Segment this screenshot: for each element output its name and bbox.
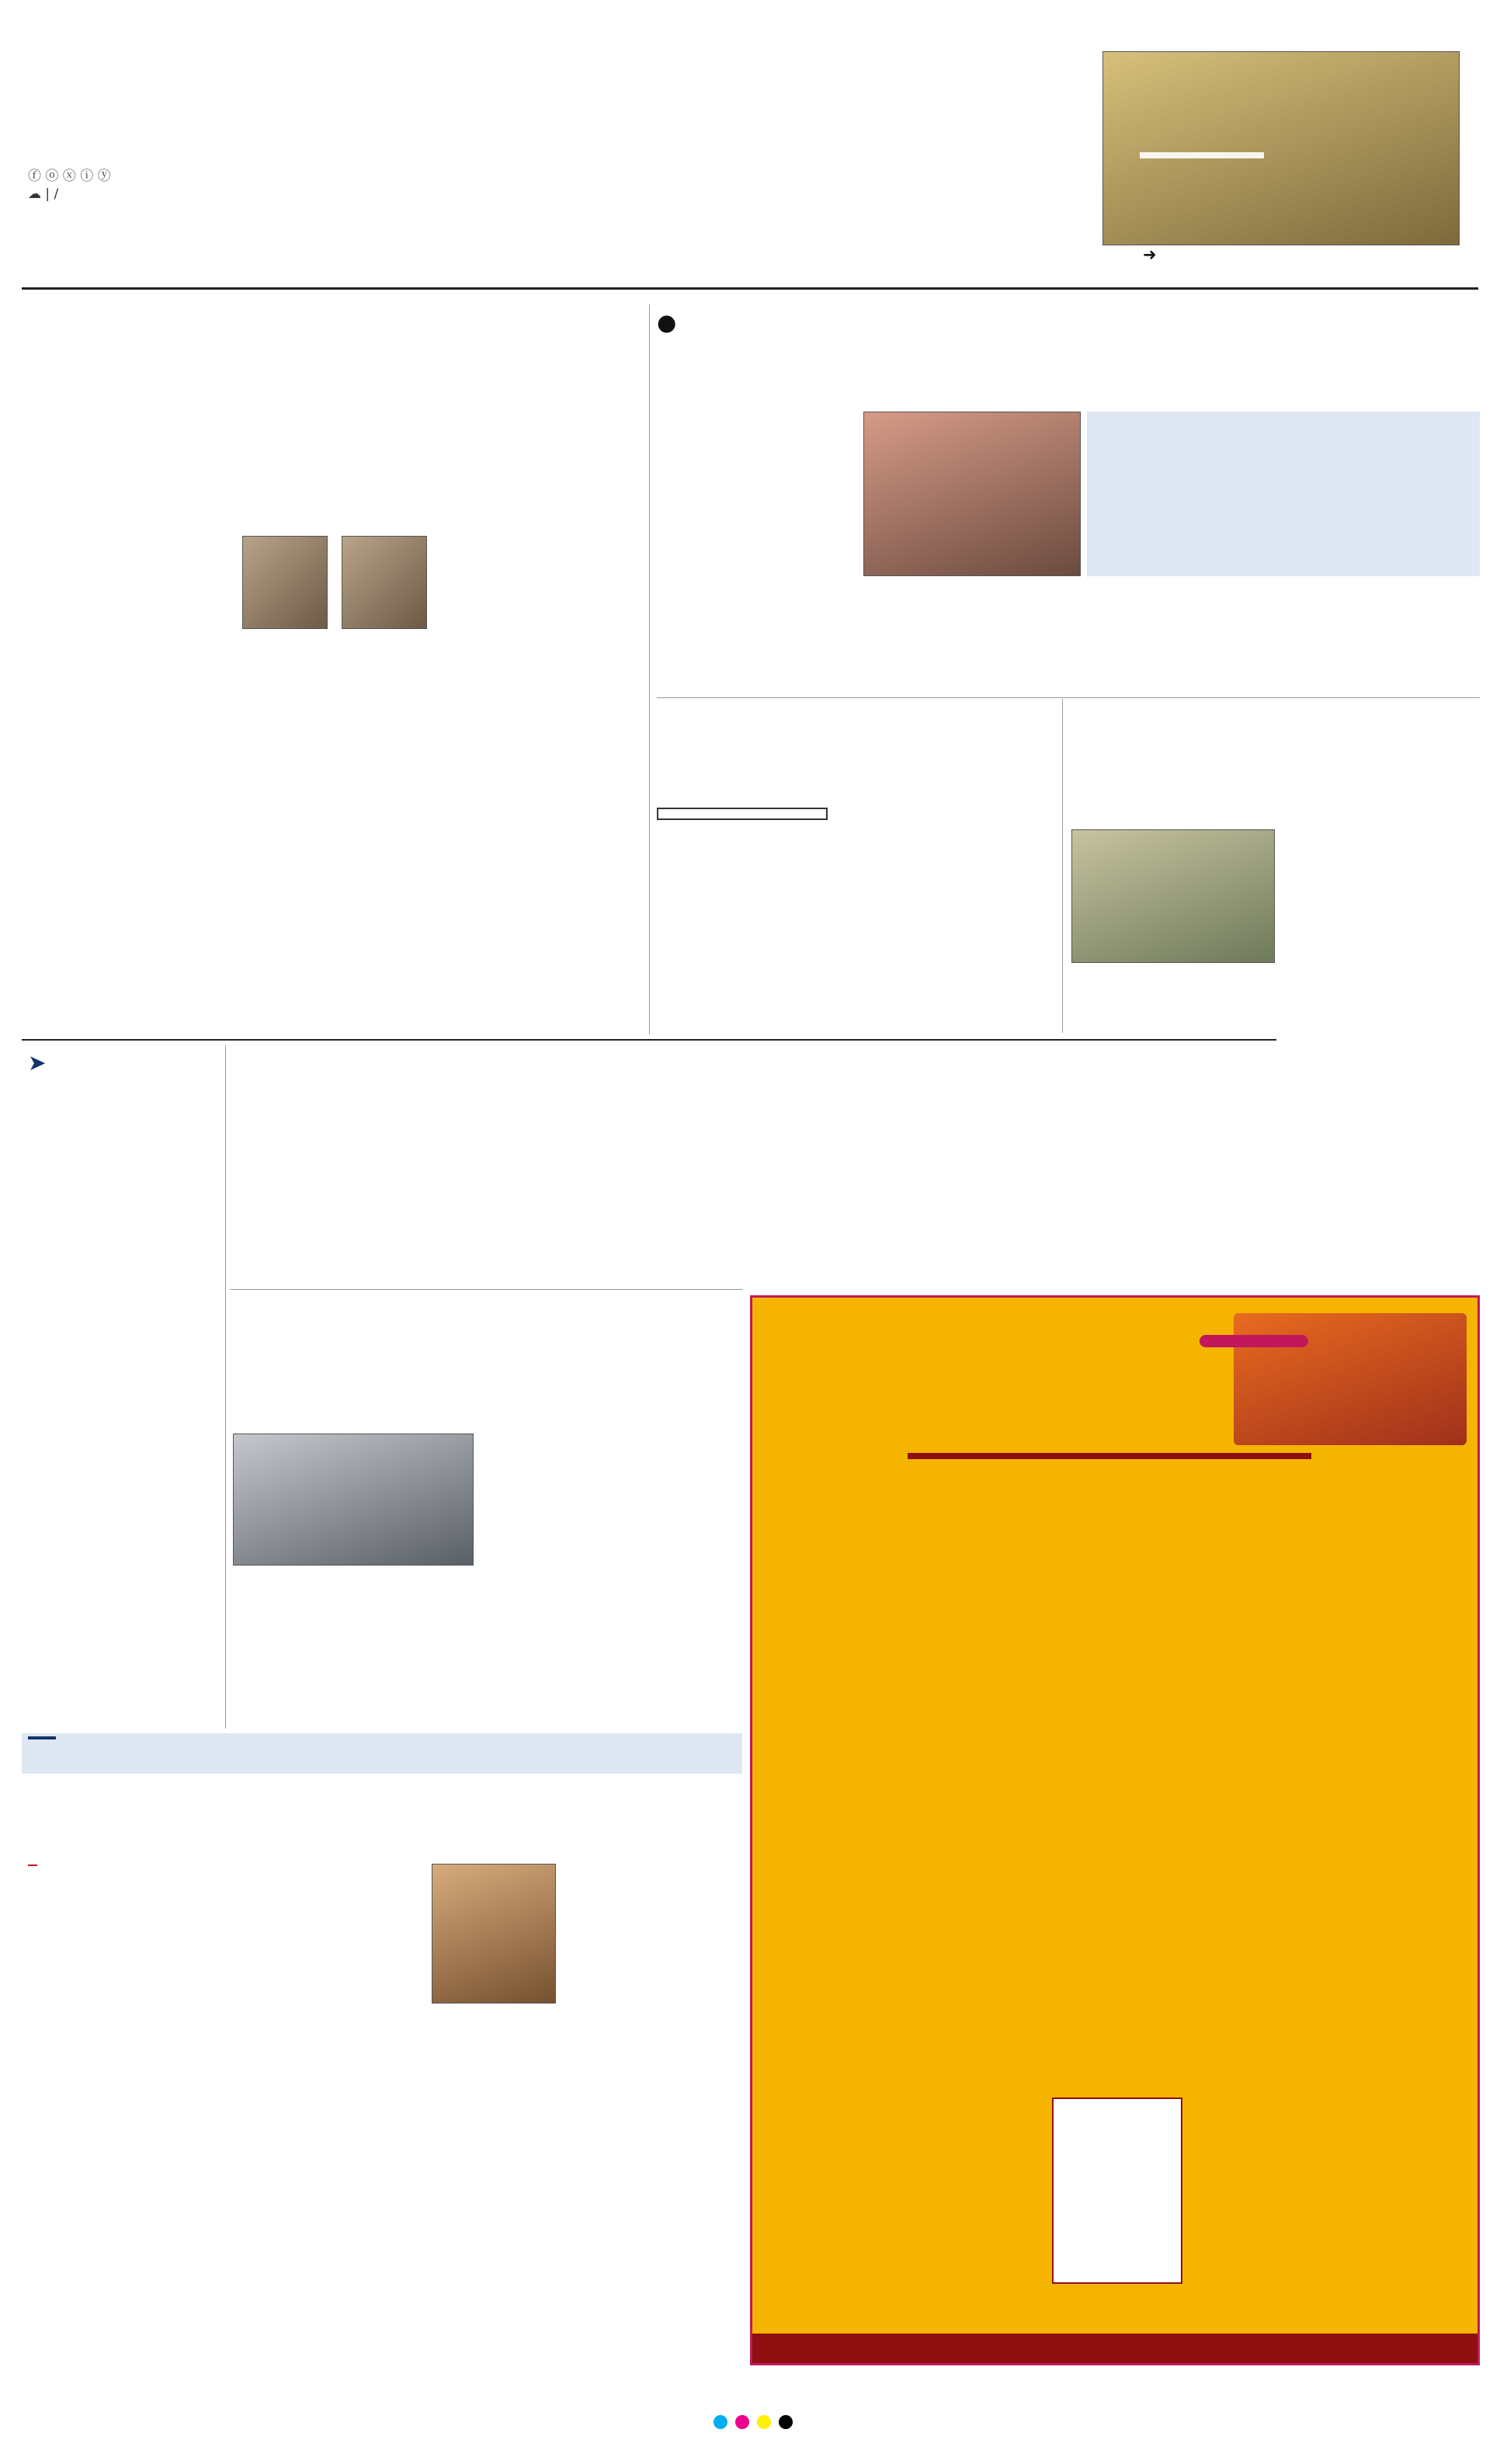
story3-body [657, 878, 856, 1017]
farmer-photo [432, 1864, 556, 2004]
farmer-quote-2 [505, 2299, 742, 2361]
scheme-tag [28, 1736, 56, 1739]
story5-body-2 [435, 1128, 629, 1283]
aim-body [272, 2011, 551, 2097]
victim-photo-2 [342, 536, 427, 629]
short-news-item [28, 1573, 214, 1729]
column-divider [649, 304, 650, 1034]
sponsor-bar [908, 1453, 1311, 1459]
official-quote [272, 2097, 443, 2291]
teaser-link[interactable] [1143, 245, 1157, 264]
location-label [657, 808, 828, 820]
weather-icon: ☁ [28, 186, 46, 202]
center-sponsor [1052, 2097, 1182, 2284]
short-news-title [28, 1050, 214, 1076]
story2-body-3 [1269, 582, 1480, 714]
story6-body-3 [481, 1615, 742, 1724]
story6-body-2 [233, 1572, 474, 1724]
cyan-mark [714, 2415, 727, 2429]
arrow-icon: ➜ [1143, 245, 1157, 264]
special-badge [28, 1854, 199, 1909]
section-rule [22, 1039, 1276, 1041]
story7-body [28, 1910, 261, 2361]
short-news-item [28, 1087, 214, 1340]
black-mark [779, 2415, 793, 2429]
story2-kicker [657, 309, 1480, 335]
bulldozer-photo [1102, 51, 1460, 245]
hanuman-jayanti-ad [750, 1295, 1480, 2365]
story2-body-2 [863, 582, 1081, 714]
magenta-mark [735, 2415, 749, 2429]
car-crash-photo [233, 1434, 474, 1566]
story5-body [233, 1128, 427, 1283]
story4-body [1283, 829, 1480, 1016]
greeting-badge [1200, 1335, 1308, 1347]
boycott-body [1283, 1075, 1480, 1284]
bullet-icon: ● [657, 309, 677, 335]
story3-body-2 [862, 808, 1056, 1017]
arrow-icon: ➤ [28, 1050, 47, 1076]
teaser-box[interactable] [1140, 152, 1264, 158]
story2-rule [657, 697, 1480, 698]
social-row[interactable] [28, 165, 111, 184]
short-news-item [28, 1340, 214, 1573]
social-icons: ⓕ ⓞ ⓧ ⓘ ⓨ [28, 169, 111, 184]
masthead-rule [22, 287, 1478, 290]
column-divider-3 [225, 1045, 226, 1729]
column-divider-2 [1062, 699, 1063, 1033]
ad-footer [752, 2334, 1477, 2363]
bodies-found-body [233, 862, 641, 927]
victim-photo-1 [242, 536, 328, 629]
story5-body-3 [637, 1128, 831, 1283]
protest-photo [1071, 829, 1275, 963]
story5-rule [230, 1289, 742, 1290]
print-registration [466, 2415, 1040, 2431]
farmer-quote-1 [272, 2299, 497, 2361]
weather-row: ☁ | / [28, 186, 59, 202]
hanuman-illustration [1234, 1313, 1467, 1445]
story5-body-4 [839, 1128, 1056, 1283]
tigress-victim-photo [863, 412, 1081, 576]
struggle-body [233, 932, 641, 1033]
story6-body [481, 1434, 742, 1581]
sisters-body [449, 606, 640, 839]
help-box [1087, 412, 1480, 576]
short-news-list [28, 1087, 214, 1729]
story1-body [28, 536, 226, 971]
scheme-bar [22, 1733, 742, 1774]
yellow-mark [757, 2415, 771, 2429]
grief-body [233, 696, 436, 836]
story2-body [657, 412, 856, 613]
